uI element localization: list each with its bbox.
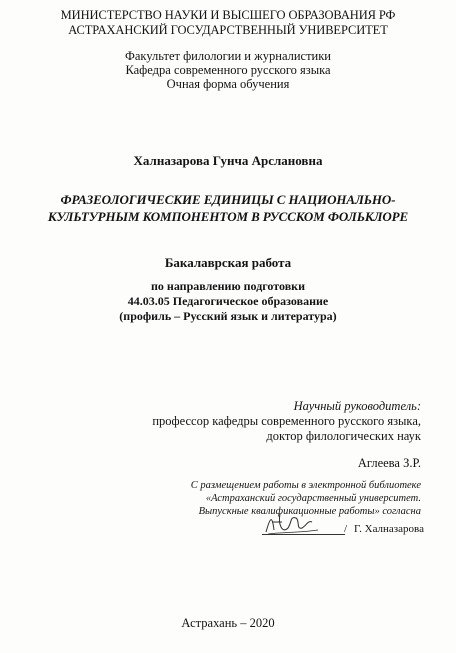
supervisor-label: Научный руководитель: bbox=[293, 399, 421, 413]
student-short-name: Г. Халназарова bbox=[354, 523, 424, 535]
library-note-line-2: «Астраханский государственный университет. bbox=[205, 493, 421, 504]
library-note-line-1: С размещением работы в электронной библиотеке bbox=[190, 480, 421, 491]
direction-code: 44.03.05 Педагогическое образование bbox=[127, 294, 329, 308]
work-type: Бакалаврская работа bbox=[164, 255, 292, 270]
signature-separator: / bbox=[344, 523, 348, 535]
ministry-name: МИНИСТЕРСТВО НАУКИ И ВЫСШЕГО ОБРАЗОВАНИЯ РФ bbox=[60, 8, 396, 22]
supervisor-name: Аглеева З.Р. bbox=[357, 456, 421, 470]
city-year: Астрахань – 2020 bbox=[181, 616, 275, 630]
thesis-title-line-1: ФРАЗЕОЛОГИЧЕСКИЕ ЕДИНИЦЫ С НАЦИОНАЛЬНО- bbox=[60, 192, 396, 207]
supervisor-position-2: доктор филологических наук bbox=[266, 429, 421, 443]
faculty-name: Факультет филологии и журналистики bbox=[125, 49, 331, 63]
supervisor-position-1: профессор кафедры современного русского языка, bbox=[152, 414, 421, 428]
thesis-title-line-2: КУЛЬТУРНЫМ КОМПОНЕНТОМ В РУССКОМ ФОЛЬКЛОРЕ bbox=[47, 209, 409, 224]
department-name: Кафедра современного русского языка bbox=[125, 63, 331, 77]
author-name: Халназарова Гунча Арслановна bbox=[133, 153, 323, 168]
direction-label: по направлению подготовки bbox=[150, 279, 305, 293]
profile: (профиль – Русский язык и литература) bbox=[119, 309, 337, 323]
library-note-line-3: Выпускные квалификационные работы» согласна bbox=[198, 506, 421, 517]
university-name: АСТРАХАНСКИЙ ГОСУДАРСТВЕННЫЙ УНИВЕРСИТЕТ bbox=[68, 23, 388, 37]
signature-line bbox=[262, 534, 345, 535]
study-form: Очная форма обучения bbox=[166, 77, 290, 91]
